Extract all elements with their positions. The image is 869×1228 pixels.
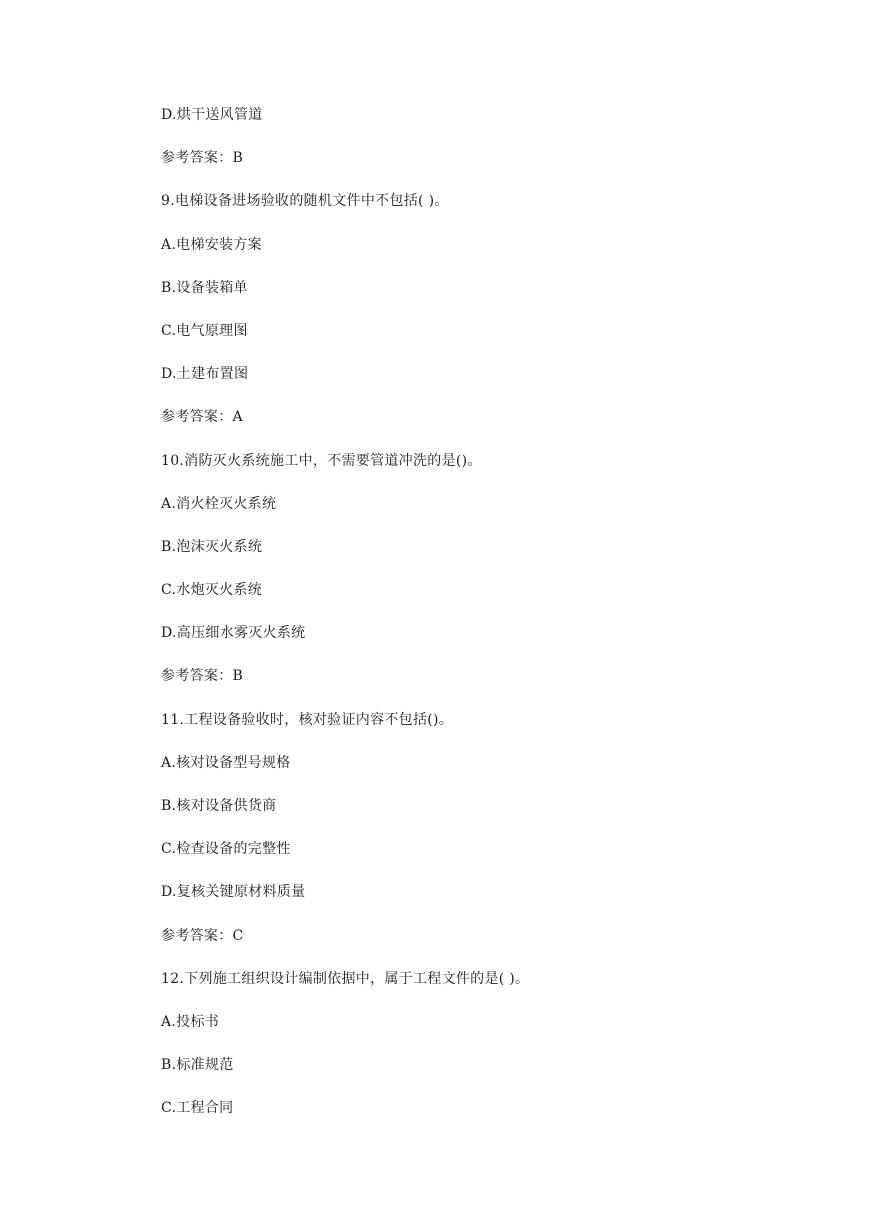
question-11-option-b: B.核对设备供货商 xyxy=(161,798,277,814)
question-10-option-b: B.泡沫灭火系统 xyxy=(161,538,263,555)
question-text-block xyxy=(161,104,821,1141)
question-11: 11.工程设备验收时，核对验证内容不包括()。 xyxy=(161,711,454,728)
question-10-answer: 参考答案：B xyxy=(161,668,244,685)
question-11-option-a: A.核对设备型号规格 xyxy=(161,754,291,771)
question-10-option-d: D.高压细水雾灭火系统 xyxy=(161,625,306,642)
question-11-option-c: C.检查设备的完整性 xyxy=(161,841,291,858)
question-12-option-b: B.标准规范 xyxy=(161,1057,234,1074)
question-9-option-d: D.土建布置图 xyxy=(161,366,249,383)
question-9-answer: 参考答案：A xyxy=(161,409,243,426)
question-10-option-c: C.水炮灭火系统 xyxy=(161,582,263,599)
question-9-option-c: C.电气原理图 xyxy=(161,322,248,339)
question-10: 10.消防灭火系统施工中，不需要管道冲洗的是()。 xyxy=(161,452,482,469)
answer-line: 参考答案：B xyxy=(161,150,244,167)
question-11-option-d: D.复核关键原材料质量 xyxy=(161,884,306,901)
question-9-option-b: B.设备装箱单 xyxy=(161,279,248,296)
option-d-line: D.烘干送风管道 xyxy=(161,107,263,123)
question-9: 9.电梯设备进场验收的随机文件中不包括( )。 xyxy=(161,193,449,210)
question-10-option-a: A.消火栓灭火系统 xyxy=(161,495,277,512)
question-12-option-c: C.工程合同 xyxy=(161,1100,234,1117)
question-12-option-a: A.投标书 xyxy=(161,1013,220,1030)
question-11-answer: 参考答案：C xyxy=(161,927,244,944)
question-12: 12.下列施工组织设计编制依据中，属于工程文件的是( )。 xyxy=(161,970,530,987)
question-9-option-a: A.电梯安装方案 xyxy=(161,236,262,253)
